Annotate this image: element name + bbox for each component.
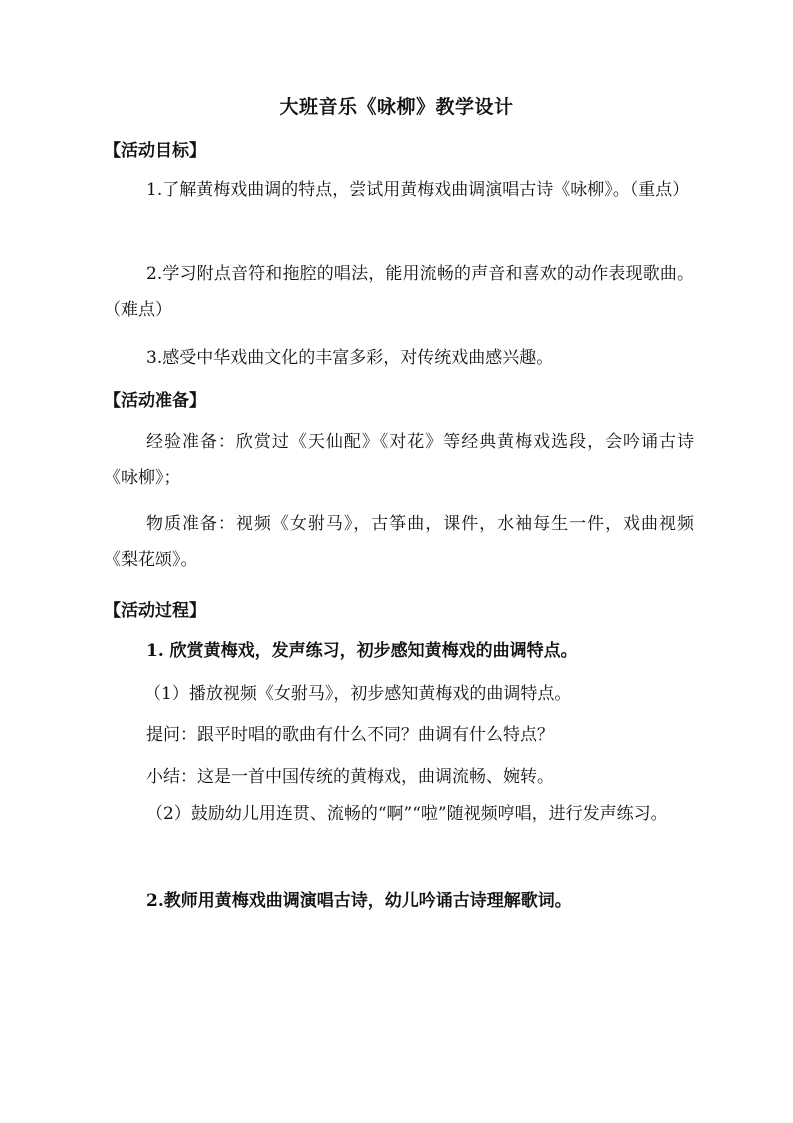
goal-item-2: 2.学习附点音符和拖腔的唱法，能用流畅的声音和喜欢的动作表现歌曲。（难点） [104, 264, 694, 320]
goals-heading: 【活动目标】 [104, 141, 206, 161]
process-step-1-question: 提问：跟平时唱的歌曲有什么不同？曲调有什么特点？ [146, 725, 554, 745]
process-heading: 【活动过程】 [104, 601, 206, 621]
process-step-1-summary: 小结：这是一首中国传统的黄梅戏，曲调流畅、婉转。 [146, 767, 554, 787]
goal-item-3: 3.感受中华戏曲文化的丰富多彩，对传统戏曲感兴趣。 [146, 348, 554, 368]
preparation-item-experience: 经验准备：欣赏过《天仙配》《对花》等经典黄梅戏选段，会吟诵古诗《咏柳》； [104, 432, 694, 488]
preparation-heading: 【活动准备】 [104, 391, 206, 411]
process-step-2-title: 2.教师用黄梅戏曲调演唱古诗，幼儿吟诵古诗理解歌词。 [146, 891, 572, 911]
preparation-item-materials: 物质准备：视频《女驸马》，古筝曲，课件，水袖每生一件，戏曲视频《梨花颂》。 [104, 514, 694, 570]
process-step-1-sub-2: （2）鼓励幼儿用连贯、流畅的“啊”“啦”随视频哼唱，进行发声练习。 [146, 804, 668, 824]
process-step-1-sub-1: （1）播放视频《女驸马》，初步感知黄梅戏的曲调特点。 [144, 684, 572, 704]
process-step-1-title: 1. 欣赏黄梅戏，发声练习，初步感知黄梅戏的曲调特点。 [146, 641, 578, 661]
goal-item-1: 1.了解黄梅戏曲调的特点，尝试用黄梅戏曲调演唱古诗《咏柳》。（重点） [146, 180, 690, 200]
document-title: 大班音乐《咏柳》教学设计 [279, 96, 514, 118]
